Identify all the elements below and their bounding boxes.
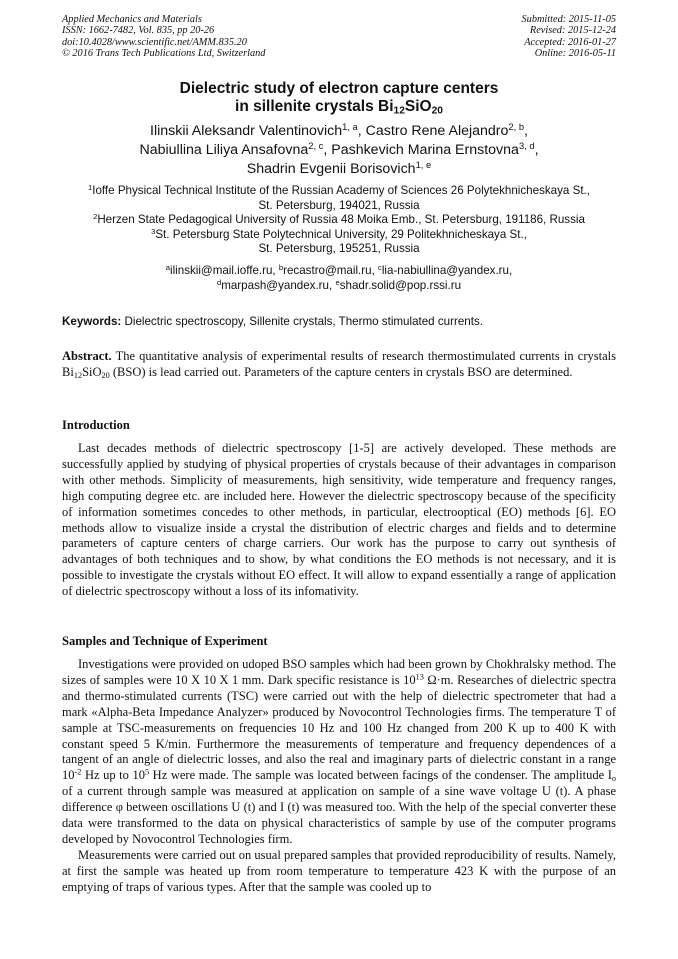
email-mark: d bbox=[216, 277, 222, 287]
keywords-label: Keywords: bbox=[62, 315, 122, 328]
email-separator: , bbox=[508, 264, 513, 277]
title-line-1: Dielectric study of electron capture centers bbox=[179, 80, 499, 97]
affiliation-1-line-1 bbox=[50, 184, 628, 199]
paper-title bbox=[62, 80, 616, 116]
journal-issn: ISSN: 1662-7482, Vol. 835, pp 20-26 bbox=[62, 25, 215, 37]
email-separator: , bbox=[272, 264, 279, 277]
email-separator: , bbox=[371, 264, 379, 277]
email-address: recastro@mail.ru bbox=[283, 264, 372, 277]
email-mark: a bbox=[165, 262, 171, 272]
email-address: shadr.solid@pop.rssi.ru bbox=[339, 278, 462, 292]
introduction-section bbox=[62, 441, 616, 600]
affiliation-1-line-2: St. Petersburg, 194021, Russia bbox=[258, 198, 420, 212]
publication-dates bbox=[522, 14, 616, 59]
affiliation-text: St. Petersburg State Polytechnical University, 29 Politekhnicheskaya St., bbox=[155, 227, 527, 241]
author-affiliation-mark: 1, e bbox=[415, 160, 432, 171]
samples-sup: 5 bbox=[144, 767, 150, 777]
abstract-label: Abstract. bbox=[62, 349, 112, 363]
samples-text: Investigations were provided on udoped BSO samples which had been grown by Chokhralsky method. The sizes of samples were 10 X 10 X 1 mm. Dark specific resistance is 10 bbox=[62, 657, 616, 687]
author-affiliation-mark: 2, b bbox=[508, 121, 525, 132]
email-address: lia-nabiullina@yandex.ru bbox=[381, 264, 509, 277]
journal-name: Applied Mechanics and Materials bbox=[62, 14, 202, 25]
affiliation-3-line-2: St. Petersburg, 195251, Russia bbox=[258, 242, 420, 256]
abstract-text: SiO bbox=[82, 364, 102, 379]
journal-info bbox=[62, 14, 265, 59]
affiliation-text: Ioffe Physical Technical Institute of the Russian Academy of Sciences 26 Polytekhnicheskaya St., bbox=[92, 184, 590, 197]
title-sub-bi: 12 bbox=[393, 105, 405, 117]
email-mark: b bbox=[278, 262, 284, 272]
title-formula-bi: in sillenite crystals Bi bbox=[235, 98, 394, 115]
email-mark: e bbox=[335, 277, 340, 287]
author-list bbox=[62, 122, 616, 180]
affiliation-2-line-1 bbox=[50, 213, 628, 228]
samples-text: Hz were made. The sample was located between facings of the condenser. The amplitude I bbox=[149, 768, 612, 783]
email-mark: c bbox=[378, 262, 382, 272]
keywords-text: Dielectric spectroscopy, Sillenite crystals, Thermo stimulated currents. bbox=[121, 315, 483, 328]
title-formula-sio: SiO bbox=[404, 98, 432, 115]
author-line-3 bbox=[62, 160, 616, 179]
samples-sup: 13 bbox=[415, 672, 424, 682]
author-name: Shadrin Evgenii Borisovich bbox=[246, 161, 416, 178]
abstract-sub: 12 bbox=[73, 370, 83, 380]
email-address: marpash@yandex.ru bbox=[221, 278, 329, 292]
email-separator: , bbox=[329, 278, 336, 292]
journal-doi: doi:10.4028/www.scientific.net/AMM.835.20 bbox=[62, 36, 247, 48]
email-line-2 bbox=[62, 279, 616, 294]
accepted-date: Accepted: 2016-01-27 bbox=[524, 36, 616, 48]
author-affiliation-mark: 2, c bbox=[308, 141, 324, 152]
online-date: Online: 2016-05-11 bbox=[534, 47, 616, 59]
author-separator: , bbox=[357, 123, 366, 139]
affiliation-number: 1 bbox=[88, 182, 93, 192]
samples-heading: Samples and Technique of Experiment bbox=[62, 634, 268, 648]
samples-section bbox=[62, 657, 616, 896]
author-name: Ilinskii Aleksandr Valentinovich bbox=[150, 123, 343, 139]
keywords bbox=[62, 315, 622, 329]
author-separator: , bbox=[524, 123, 528, 139]
introduction-paragraph: Last decades methods of dielectric spectroscopy [1-5] are actively developed. These methods are successfully applied by studying of physical properties of crystals because of their advantages in comparison with other methods. Simplicity of measurements, high sensitivity, wide temperature and frequency ranges, high computing degree etc. are included here. However the dielectric spectroscopy because of the specificity of information sometimes concedes to other methods, in particular, electrooptical (EO) methods [6]. EO methods allow to visualize inside a crystal the distribution of electric charges and fields and to determine parameters of capture centers of charge carriers. Our work has the purpose to carry out synthesis of advantages of both techniques and to show, by what conditions the EO methods is not necessary, and it is possible to investigate the crystals without EO effect. It will allow to expand essentially a range of application of dielectric spectroscopy without a loss of its infomativity. bbox=[62, 441, 616, 599]
author-separator: , bbox=[323, 142, 332, 159]
title-sub-o: 20 bbox=[431, 105, 443, 117]
samples-sup: -2 bbox=[74, 767, 82, 777]
affiliations bbox=[50, 184, 628, 257]
affiliation-text: Herzen State Pedagogical University of Russia 48 Moika Emb., St. Petersburg, 191186, Russia bbox=[97, 213, 585, 227]
affiliation-number: 3 bbox=[151, 226, 156, 236]
affiliation-3-line-1 bbox=[50, 228, 628, 243]
author-name: Nabiullina Liliya Ansafovna bbox=[139, 142, 309, 159]
abstract bbox=[62, 349, 616, 381]
abstract-text: The quantitative analysis of experimental results of research thermostimulated currents in crystals Bi bbox=[62, 349, 616, 379]
title-line-2 bbox=[62, 98, 616, 116]
samples-paragraph-1 bbox=[62, 657, 616, 848]
samples-text: of a current through sample was measured at application on sample of a sine wave voltage U (t). A phase difference φ between oscillations U (t) and I (t) was measured too. With the help of the special converter these data were transformed to the data on physical characteristics of sample by use of the computer programs developed by Novocontrol Technologies firm. bbox=[62, 784, 616, 846]
abstract-paragraph bbox=[62, 349, 616, 381]
abstract-text: (BSO) is lead carried out. Parameters of the capture centers in crystals BSO are determined. bbox=[109, 364, 573, 379]
introduction-heading: Introduction bbox=[62, 418, 130, 432]
author-name: Castro Rene Alejandro bbox=[365, 123, 509, 139]
abstract-sub: 20 bbox=[101, 370, 110, 380]
revised-date: Revised: 2015-12-24 bbox=[529, 25, 616, 37]
author-emails bbox=[62, 264, 616, 293]
samples-text: Hz up to 10 bbox=[81, 768, 145, 783]
author-affiliation-mark: 1, a bbox=[342, 121, 358, 132]
journal-copyright: © 2016 Trans Tech Publications Ltd, Switzerland bbox=[62, 47, 266, 59]
affiliation-number: 2 bbox=[93, 211, 98, 221]
author-line-2 bbox=[62, 141, 616, 160]
samples-paragraph-2: Measurements were carried out on usual prepared samples that provided reproducibility of results. Namely, at first the sample was heated up from room temperature to temperature 423 K with the purpose of an emptying of traps of various types. After that the sample was cooled up to bbox=[62, 847, 616, 894]
author-name: Pashkevich Marina Ernstovna bbox=[331, 142, 519, 159]
samples-text: Ω·m. Researches of dielectric spectra and thermo-stimulated currents (TSC) were carried out with the help of dielectric spectrometer that had a mark «Alpha-Beta Impedance Analyzer» produced by Novocontrol Technologies firms. The temperature T of sample at TSC-measurements on frequencies 10 Hz and 100 Hz changed from 200 K up to 400 K with constant speed 5 K/min. Furthermore the measurements of temperature and frequency dependences of a tangent of an angle of dielectric losses, and also the real and imaginary parts of dielectric constant in a range 10 bbox=[62, 672, 616, 783]
author-affiliation-mark: 3, d bbox=[518, 141, 535, 152]
submitted-date: Submitted: 2015-11-05 bbox=[521, 14, 616, 25]
samples-sub: o bbox=[611, 774, 616, 784]
email-address: ilinskii@mail.ioffe.ru bbox=[170, 264, 273, 277]
author-separator: , bbox=[534, 142, 539, 159]
author-line-1 bbox=[62, 122, 616, 141]
